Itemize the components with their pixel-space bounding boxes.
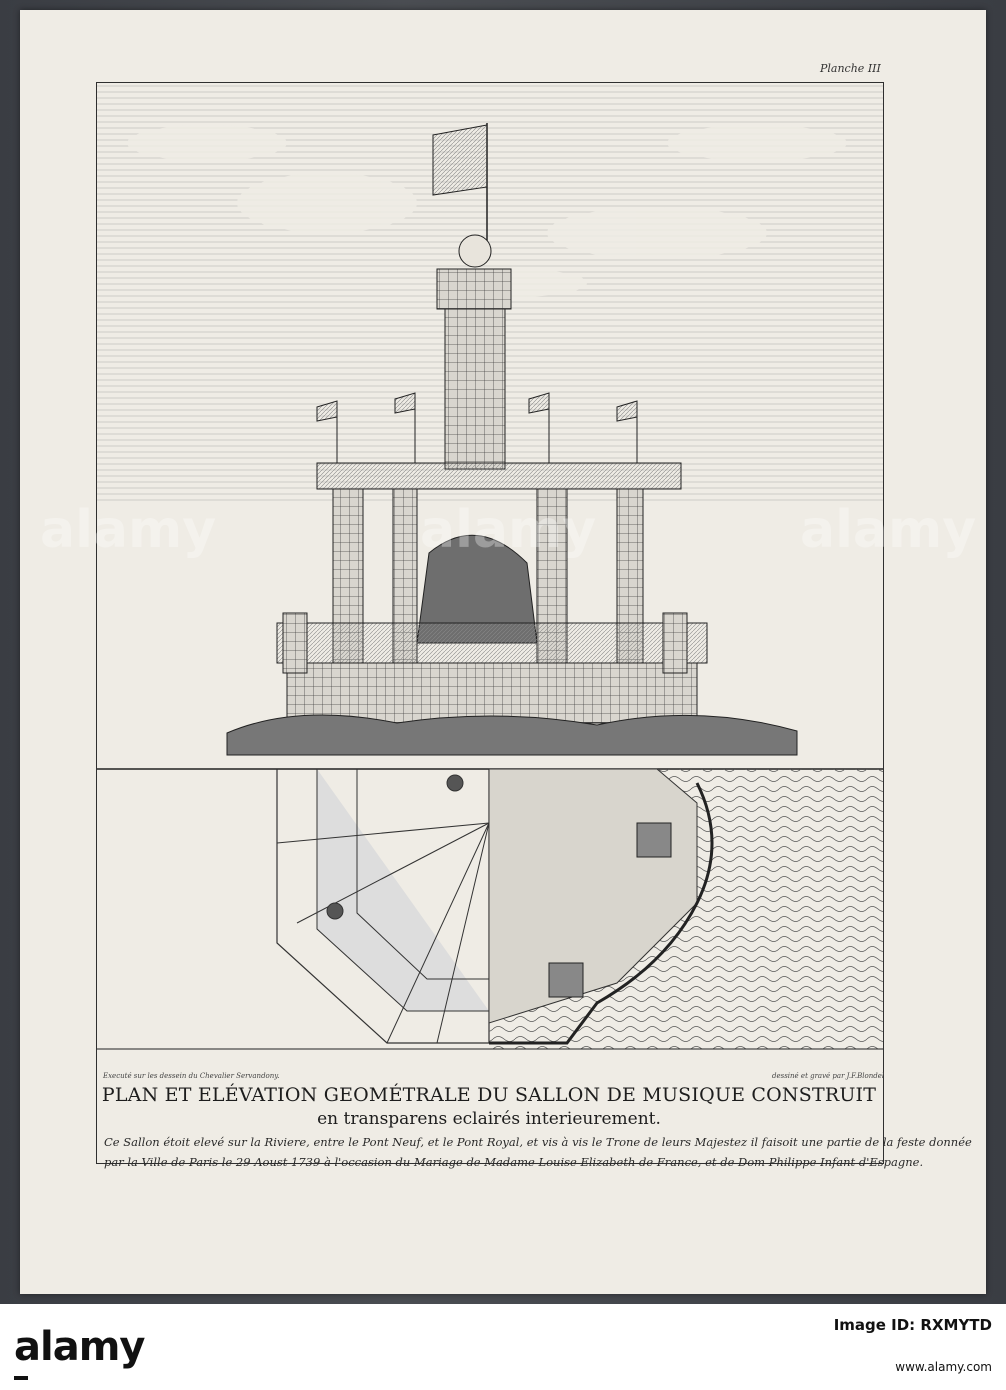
caption-line-1: Ce Sallon étoit elevé sur la Riviere, entre le Pont Neuf, et le Pont Royal, et vis à vis le Trone de leurs Majestez il faisoit une partie de la feste donnée	[104, 1135, 972, 1149]
globe-ornament	[459, 235, 491, 267]
site-url: www.alamy.com	[895, 1360, 992, 1374]
watermark: alamy	[40, 500, 217, 560]
plate-number: Planche III	[820, 62, 881, 75]
caption-line-2: par la Ville de Paris le 29 Aoust 1739 à l'occasion du Mariage de Madame Louise Elizabeth de France, et de Dom Philippe Infant d'Espagne.	[104, 1155, 924, 1169]
island-terraces	[277, 613, 707, 723]
floor-plan	[277, 769, 489, 1043]
print-subtitle: en transparens eclairés interieurement.	[317, 1109, 661, 1129]
rock-island	[227, 715, 797, 755]
alamy-logo: alamy	[14, 1324, 145, 1370]
corner-pedestal	[549, 963, 583, 997]
watermark: alamy	[420, 500, 597, 560]
credit-left: Executé sur les dessein du Chevalier Servandony.	[103, 1072, 280, 1080]
image-info	[834, 1316, 992, 1374]
corner-pedestal	[637, 823, 671, 857]
watermark: alamy	[800, 500, 977, 560]
central-tower	[437, 269, 511, 469]
pavilion-cornice	[317, 463, 681, 489]
credit-right: dessiné et gravé par J.F.Blondel	[772, 1072, 885, 1080]
image-id: Image ID: RXMYTD	[833, 1316, 992, 1334]
logo-underline	[14, 1376, 28, 1380]
print-title: PLAN ET ELÉVATION GEOMÉTRALE DU SALLON DE MUSIQUE CONSTRUIT	[101, 1084, 877, 1106]
